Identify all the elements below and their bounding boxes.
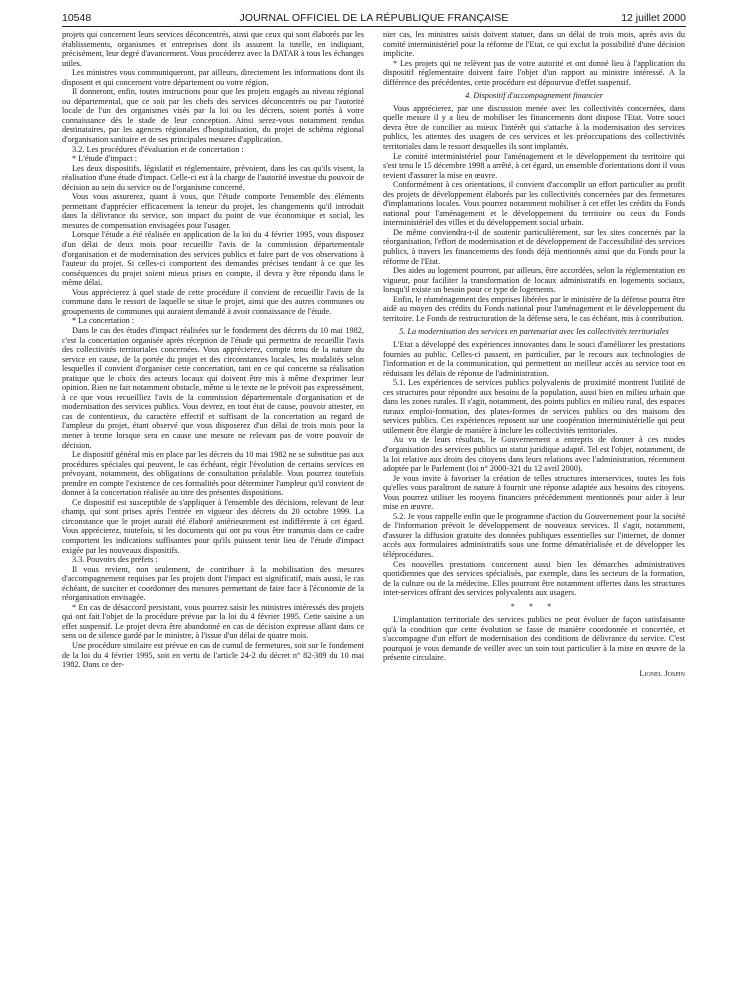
paragraph: Enfin, le réaménagement des emprises libérées par le ministère de la défense pourra être aidé au moyen des crédits du Fonds national pour l'aménagement et le développement du territoire. Le Fonds de restructuration de la défense sera, le cas échéant, mis à contribution.	[383, 294, 685, 323]
paragraph: 5.1. Les expériences de services publics polyvalents de proximité montrent l'utilité de ces structures pour répondre aux besoins de la population, aussi bien en milieu urbain que dans les zones rurales. Il s'agit, notamment, des points publics en milieu rural, des espaces ruraux emploi-formation, des plates-formes de services publics ou des maisons des services publics. Ces expériences reposent sur une coopération interministérielle qui peut utilement être élargie de manière à inclure les collectivités territoriales.	[383, 378, 685, 435]
paragraph: * L'étude d'impact :	[72, 154, 138, 164]
paragraph: Les deux dispositifs, législatif et réglementaire, prévoient, dans les cas qu'ils visent, la réalisation d'une étude d'impact. Celle-ci est à la charge de l'autorité investue du pouvoir de décision au sein du service ou de l'organisme concerné.	[62, 163, 364, 192]
page-header	[62, 10, 686, 27]
paragraph: Une procédure similaire est prévue en cas de cumul de fermetures, soit sur le fondement de la loi du 4 février 1995, soit en vertu de l'article 24-2 du décret n° 82-389 du 10 mai 1982. Dans ce der-	[62, 641, 364, 670]
paragraph: Je vous invite à favoriser la création de telles structures interservices, toutes les fois qu'elles vous paraîtront de nature à fournir une réponse adaptée aux besoins des citoyens. Vous pourrez utiliser les moyens financiers précédemment mentionnés pour aider à leur mise en œuvre.	[383, 473, 685, 512]
paragraph: Vous apprécierez à quel stade de cette procédure il convient de recueillir l'avis de la commune dans le ressort de laquelle se situe le projet, ainsi que des autres communes ou groupements de communes qui auraient demandé à avoir connaissance de l'étude.	[62, 287, 364, 316]
paragraph: Il vous revient, non seulement, de contribuer à la mobilisation des mesures d'accompagnement requises par les projets dont l'impact est significatif, mais aussi, le cas échéant, de susciter et coordonner des mesures permettant de faire face à l'économie de la réorganisation envisagée.	[62, 564, 364, 603]
paragraph: Dans le cas des études d'impact réalisées sur le fondement des décrets du 10 mai 1982, c'est la concertation organisée après réception de l'étude qui permettra de recueillir l'avis des collectivités territoriales concernées. Vous apprécierez, compte tenu de la nature du service en cause, de la portée du projet et des circonstances locales, les modalités selon lesquelles il convient d'organiser cette concertation, tant en ce qui concerne sa réalisation pratique que le choix des acteurs locaux qui doivent être mis à même d'exprimer leur opinion. Rien ne fait notamment obstacle, même si le texte ne le prévoit pas expressément, à ce que vous recueilliez l'avis de la commission départementale d'organisation et de modernisation des services publics. Vous devrez, en tout état de cause, pouvoir attester, en cas de contentieux, du caractère effectif et suffisant de la concertation au regard de l'ampleur du projet, étant observé que vous disposerez d'un délai de trois mois pour la mener à terme lorsque sera en cause une mesure ne relevant pas de votre pouvoir de décision.	[62, 325, 364, 450]
paragraph: * Les projets qui ne relèvent pas de votre autorité et ont donné lieu à l'application du dispositif réglementaire doivent faire l'objet d'un rapport au ministre intéressé. A la différence des précédentes, cette procédure est dépourvue d'effet suspensif.	[383, 58, 685, 87]
paragraph: * En cas de désaccord persistant, vous pourrez saisir les ministres intéressés des projets qui ont fait l'objet de la procédure prévue par la loi du 4 février 1995. Cette saisine a un effet suspensif. Le projet devra être abandonné en cas de décision expresse allant dans ce sens ou de silence gardé par le ministre, à l'issue d'un délai de quatre mois.	[62, 602, 364, 641]
paragraph: Ce dispositif est susceptible de s'appliquer à l'ensemble des décisions, relevant de leur champ, qui sont prises après l'entrée en vigueur des décrets du 20 octobre 1999. La circonstance que le projet aurait été élaboré antérieurement est indifférente à cet égard. Vous apprécierez, toutefois, si les documents qui ont pu vous être transmis dans ce cadre comportent les indications suffisantes pour qu'ils puissent tenir lieu de l'étude d'impact exigée par les nouveaux dispositifs.	[62, 497, 364, 555]
paragraph: nier cas, les ministres saisis doivent statuer, dans un délai de trois mois, après avis du comité interministériel pour la réforme de l'Etat, ce qui exclut la possibilité d'une décision implicite.	[383, 30, 685, 59]
paragraph: 3.3. Pouvoirs des préfets :	[72, 555, 158, 565]
paragraph: Au vu de leurs résultats, le Gouvernement a entrepris de donner à ces modes d'organisation des services publics un statut juridique adapté. Tel est l'objet, notamment, de la loi relative aux droits des citoyens dans leurs relations avec l'administration, récemment adoptée par le Parlement (loi n° 2000-321 du 12 avril 2000).	[383, 435, 685, 474]
paragraph: De même conviendra-t-il de soutenir particulièrement, sur les sites concernés par la réorganisation, l'effort de modernisation et de développement de l'accessibilité des services publics, à travers les financements des fonds déjà mentionnés ainsi que du Fonds pour la réforme de l'Etat.	[383, 227, 685, 266]
separator-asterisks: * * *	[510, 601, 558, 611]
paragraph: * La concertation :	[72, 316, 135, 326]
publication-date: 12 juillet 2000	[621, 12, 686, 24]
section-heading: 4. Dispositif d'accompagnement financier	[465, 91, 603, 101]
paragraph: Conformément à ces orientations, il convient d'accomplir un effort particulier au profit des projets de développement élaborés par les collectivités concernées par des fermetures d'implantations locales. Vous pourrez notamment mobiliser à cet effet les crédits du Fonds national pour l'aménagement et le développement du territoire ou ceux du Fonds interministériel des villes et du développement social urbain.	[383, 180, 685, 228]
page-number: 10548	[62, 12, 92, 24]
paragraph: projets qui concernent leurs services déconcentrés, ainsi que ceux qui sont élaborés par les établissements, organismes et entreprises dont ils assurent la tutelle, en indiquant, précisément, leur degré d'avancement. Vous procéderez avec la DATAR à tous les échanges utiles.	[62, 30, 364, 68]
paragraph: 5.2. Je vous rappelle enfin que le programme d'action du Gouvernement pour la société de l'information prévoit le développement de nouveaux services. Il s'agit, notamment, d'assurer la diffusion gratuite des données publiques essentielles sur l'internet, de donner accès aux formulaires administratifs sous une forme dématérialisée et de développer les téléprocédures.	[383, 511, 685, 559]
right-column	[383, 30, 685, 982]
paragraph: Le dispositif général mis en place par les décrets du 10 mai 1982 ne se substitue pas aux procédures spéciales qui peuvent, le cas échéant, régir l'évolution de certains services en prévoyant, notamment, des obligations de consultation préalable. Vous pourrez toutefois prendre en compte l'existence de ces formalités pour déterminer l'ampleur qu'il convient de donner à la concertation réalisée au titre des présentes dispositions.	[62, 450, 364, 498]
paragraph: Les ministres vous communiqueront, par ailleurs, directement les informations dont ils disposent et qui concernent votre département ou votre région.	[62, 68, 364, 87]
journal-title: JOURNAL OFFICIEL DE LA RÉPUBLIQUE FRANÇAISE	[239, 12, 509, 24]
paragraph: Des aides au logement pourront, par ailleurs, être accordées, selon la réglementation en vigueur, pour faciliter la transformation de locaux administratifs en logements sociaux, lorsqu'il existe un besoin pour ce type de logements.	[383, 266, 685, 295]
paragraph: Ces nouvelles prestations concernent aussi bien les démarches administratives quotidiennes que des services spécialisés, par exemple, dans les secteurs de la formation, de la culture ou de la médecine. Elles pourront être notamment offertes dans les structures inter-services offrant des services polyvalents aux usagers.	[383, 559, 685, 598]
paragraph: L'implantation territoriale des services publics ne peut évoluer de façon satisfaisante qu'à la condition que cette évolution se fasse de manière coordonnée et concertée, et s'accompagne d'un effort de modernisation des conditions de délivrance du service. C'est pourquoi je vous demande de veiller avec un soin tout particulier à la mise en œuvre de la présente circulaire.	[383, 615, 685, 663]
paragraph: 3.2. Les procédures d'évaluation et de concertation :	[72, 144, 244, 154]
paragraph: Lorsque l'étude a été réalisée en application de la loi du 4 février 1995, vous disposez d'un délai de deux mois pour recueillir l'avis de la commission départementale d'organisation et de modernisation des services publics et faire part de vos observations à l'auteur du projet. Si celles-ci comportent des demandes précises tendant à ce que les conséquences du projet soient mieux prises en compte, il devra y être répondu dans le même délai.	[62, 230, 364, 288]
paragraph: Vous vous assurerez, quant à vous, que l'étude comporte l'ensemble des éléments permettant d'apprécier efficacement la teneur du projet, les changements qu'il introduit dans la délivrance du service, son impact du point de vue économique et social, les mesures de compensation envisagées pour l'usager.	[62, 192, 364, 230]
paragraph: Il donneront, enfin, toutes instructions pour que les projets engagés au niveau régional ou départemental, que ce soit par les chefs des services déconcentrés ou par l'autorité locale de l'un des organismes visés par la loi ou les décrets, soient portés à votre connaissance dès le stade de leur conception. Ainsi serez-vous notamment rendus destinataires, par les agences régionales d'hospitalisation, du projet de schéma régional d'organisation sanitaire et de ses principales mesures d'application.	[62, 87, 364, 145]
signature: Lionel Jospin	[639, 669, 685, 678]
paragraph: Vous apprécierez, par une discussion menée avec les collectivités concernées, dans quelle mesure il y a lieu de mobiliser les financements dont dispose l'Etat. Votre souci devra être de concilier au mieux l'intérêt qui s'attache à la modernisation des services publics, les attentes des usagers de ces services et les préoccupations des collectivités territoriales dans le ressort desquelles ils sont implantés.	[383, 103, 685, 152]
section-heading: 5. La modernisation des services en partenariat avec les collectivités territoriales	[399, 327, 669, 337]
paragraph: L'Etat a développé des expériences innovantes dans le souci d'améliorer les prestations fournies au public. Celles-ci passent, en particulier, par le recours aux technologies de l'information et de la communication, qui permettent un meilleur accès au service tout en réduisant les délais de réponse de l'administration.	[383, 339, 685, 378]
left-column	[62, 30, 364, 982]
paragraph: Le comité interministériel pour l'aménagement et le développement du territoire qui s'est tenu le 15 décembre 1998 a arrêté, à cet égard, un ensemble d'orientations dont il vous revient d'assurer la mise en œuvre.	[383, 151, 685, 180]
